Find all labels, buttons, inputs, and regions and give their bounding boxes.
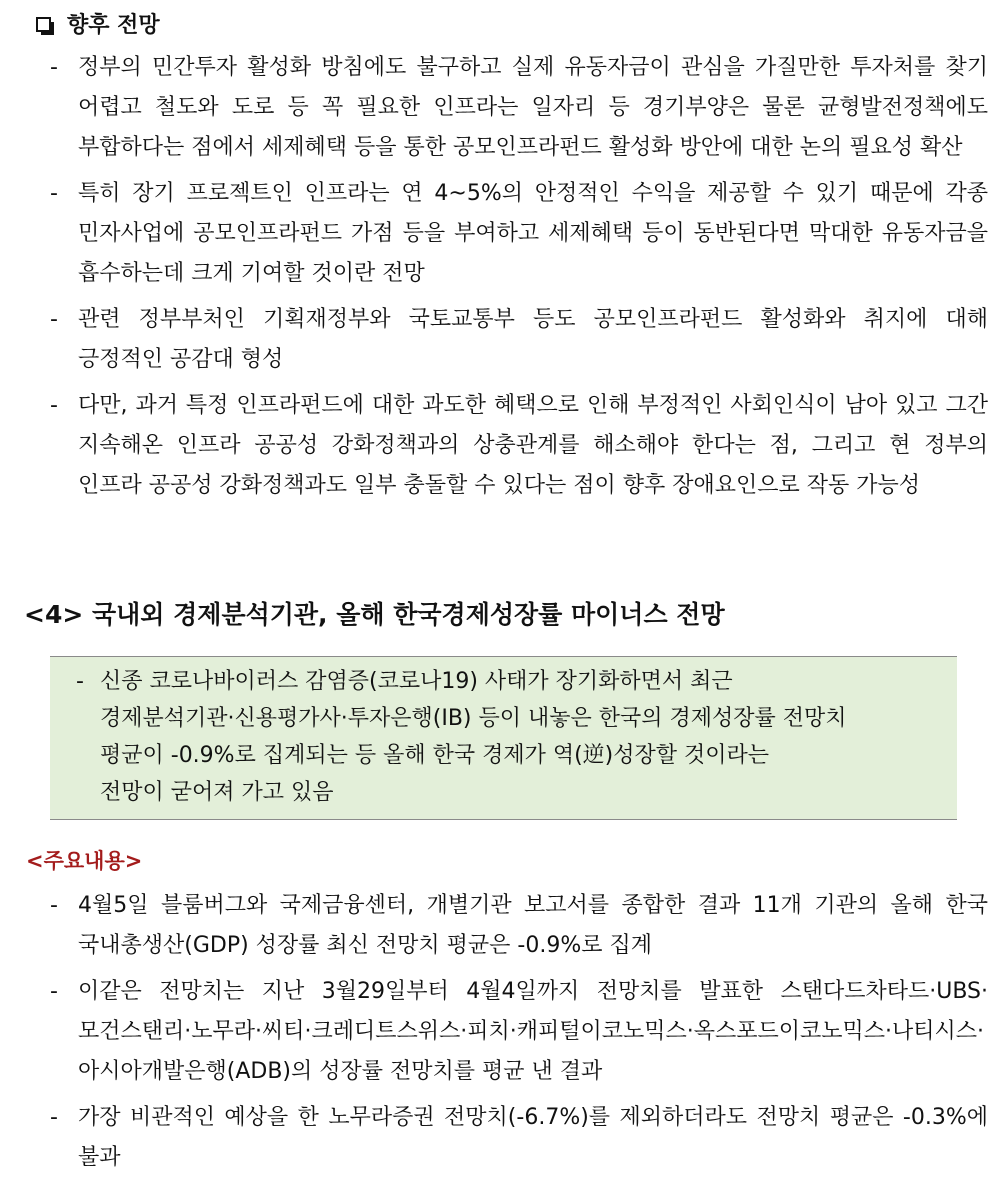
outlook-title: 향후 전망 (67, 12, 160, 38)
list-item: - 정부의 민간투자 활성화 방침에도 불구하고 실제 유동자금이 관심을 가질만한 투자처를 찾기 어렵고 철도와 도로 등 꼭 필요한 인프라는 일자리 등 경기부양은 물론 균형발전정책에도 부합하다는 점에서 세제혜택 등을 통한 공모인프라펀드 활성화 방안에 대한 논의 필요성 확산 (50, 55, 988, 160)
outlook-bullet-list (0, 48, 1000, 506)
list-item: - 가장 비관적인 예상을 한 노무라증권 전망치(-6.7%)를 제외하더라도 전망치 평균은 -0.3%에 불과 (50, 1105, 988, 1170)
main-content-bullet-list (0, 886, 1000, 1178)
list-item: - 다만, 과거 특정 인프라펀드에 대한 과도한 혜택으로 인해 부정적인 사회인식이 남아 있고 그간 지속해온 인프라 공공성 강화정책과의 상충관계를 해소해야 한다는 점, 그리고 현 정부의 인프라 공공성 강화정책과도 일부 충돌할 수 있다는 점이 향후 장애요인으로 작동 가능성 (50, 393, 988, 498)
summary-box: - 신종 코로나바이러스 감염증(코로나19) 사태가 장기화하면서 최근 경제분석기관·신용평가사·투자은행(IB) 등이 내놓은 한국의 경제성장률 전망치 평균이 -0.9%로 집계되는 등 올해 한국 경제가 역(逆)성장할 것이라는 전망이 굳어져 가고 있음 (50, 656, 957, 820)
list-item: - 4월5일 블룸버그와 국제금융센터, 개별기관 보고서를 종합한 결과 11개 기관의 올해 한국 국내총생산(GDP) 성장률 최신 전망치 평균은 -0.9%로 집계 (50, 893, 988, 958)
checkbox-icon (36, 17, 51, 32)
main-content-heading: <주요내용> (26, 849, 143, 873)
section-4-title: <4> 국내외 경제분석기관, 올해 한국경제성장률 마이너스 전망 (24, 600, 725, 629)
list-item: - 이같은 전망치는 지난 3월29일부터 4월4일까지 전망치를 발표한 스탠다드차타드·UBS·모건스탠리·노무라·씨티·크레디트스위스·피치·캐피털이코노믹스·옥스포드이코노믹스·나티시스·아시아개발은행(ADB)의 성장률 전망치를 평균 낸 결과 (50, 979, 988, 1084)
list-item: - 관련 정부부처인 기획재정부와 국토교통부 등도 공모인프라펀드 활성화와 취지에 대해 긍정적인 공감대 형성 (50, 307, 988, 372)
outlook-heading (36, 6, 160, 40)
list-item: - 특히 장기 프로젝트인 인프라는 연 4~5%의 안정적인 수익을 제공할 수 있기 때문에 각종 민자사업에 공모인프라펀드 가점 등을 부여하고 세제혜택 등이 동반된다면 막대한 유동자금을 흡수하는데 크게 기여할 것이란 전망 (50, 181, 988, 286)
summary-text: 신종 코로나바이러스 감염증(코로나19) 사태가 장기화하면서 최근 경제분석기관·신용평가사·투자은행(IB) 등이 내놓은 한국의 경제성장률 전망치 평균이 -0.9%로 집계되는 등 올해 한국 경제가 역(逆)성장할 것이라는 전망이 굳어져 가고 있음 (100, 669, 847, 805)
